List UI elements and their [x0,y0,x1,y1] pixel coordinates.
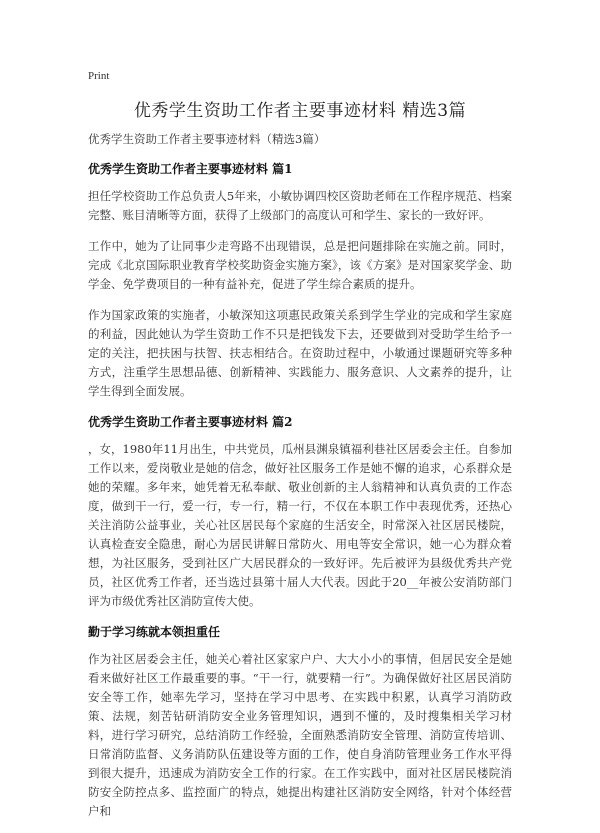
section-heading-3: 勤于学习练就本领担重任 [88,625,221,639]
document-subtitle: 优秀学生资助工作者主要事迹材料（精选3篇） [88,132,326,146]
paragraph: 担任学校资助工作总负责人5年来，小敏协调四校区资助老师在工作程序规范、档案完整、账目清晰等方面，获得了上级部门的高度认可和学生、家长的一致好评。 [88,189,512,222]
section-heading-1: 优秀学生资助工作者主要事迹材料 篇1 [88,162,293,176]
document-content [88,160,512,833]
section-heading-2: 优秀学生资助工作者主要事迹材料 篇2 [88,415,293,429]
paragraph: 作为国家政策的实施者，小敏深知这项惠民政策关系到学生学业的完成和学生家庭的利益，因此她认为学生资助工作不只是把钱发下去，还要做到对受助学生给予一定的关注，把扶困与扶智、扶志相结合。在资助过程中，小敏通过课题研究等多种方式，注重学生思想品德、创新精神、实践能力、服务意识、人文素养的提升，让学生得到全面发展。 [88,308,512,398]
document-title: 优秀学生资助工作者主要事迹材料 精选3篇 [133,101,467,121]
print-link[interactable]: Print [88,70,110,82]
paragraph: 作为社区居委会主任，她关心着社区家家户户、大大小小的事情，但居民安全是她看来做好社区工作最重要的事。“干一行，就要精一行”。为确保做好社区居民消防安全等工作，她率先学习，坚持在学习中思考、在实践中积累，认真学习消防政策、法规，刻苦钻研消防安全业务管理知识，遇到不懂的，及时搜集相关学习材料，进行学习研究，总结消防工作经验，全面熟悉消防安全管理、消防宣传培训、日常消防监督、义务消防队伍建设等方面的工作，使自身消防管理业务工作水平得到很大提升，迅速成为消防安全工作的行家。在工作实践中，面对社区居民楼院消防安全防控点多、监控面广的特点，她提出构建社区消防安全网络，针对个体经营户和 [88,652,512,818]
paragraph: 工作中，她为了让同事少走弯路不出现错误，总是把问题排除在实施之前。同时，完成《北京国际职业教育学校奖助资金实施方案》，该《方案》是对国家奖学金、助学金、免学费项目的一种有益补充，促进了学生综合素质的提升。 [88,239,512,291]
paragraph: ，女，1980年11月出生，中共党员，瓜州县渊泉镇福利巷社区居委会主任。自参加工作以来，爱岗敬业是她的信念，做好社区服务工作是她不懈的追求，心系群众是她的荣耀。多年来，她凭着无私奉献、敬业创新的主人翁精神和认真负责的工作态度，做到干一行，爱一行，专一行，精一行，不仅在本职工作中表现优秀，还热心关注消防公益事业，关心社区居民每个家庭的生活安全，时常深入社区居民楼院，认真检查安全隐患，耐心为居民讲解日常防火、用电等安全常识，她一心为群众着想，为社区服务，受到社区广大居民群众的一致好评。先后被评为县级优秀共产党员，社区优秀工作者，还当选过县第十届人大代表。因此于20__年被公安消防部门评为市级优秀社区消防宣传大使。 [88,442,512,608]
